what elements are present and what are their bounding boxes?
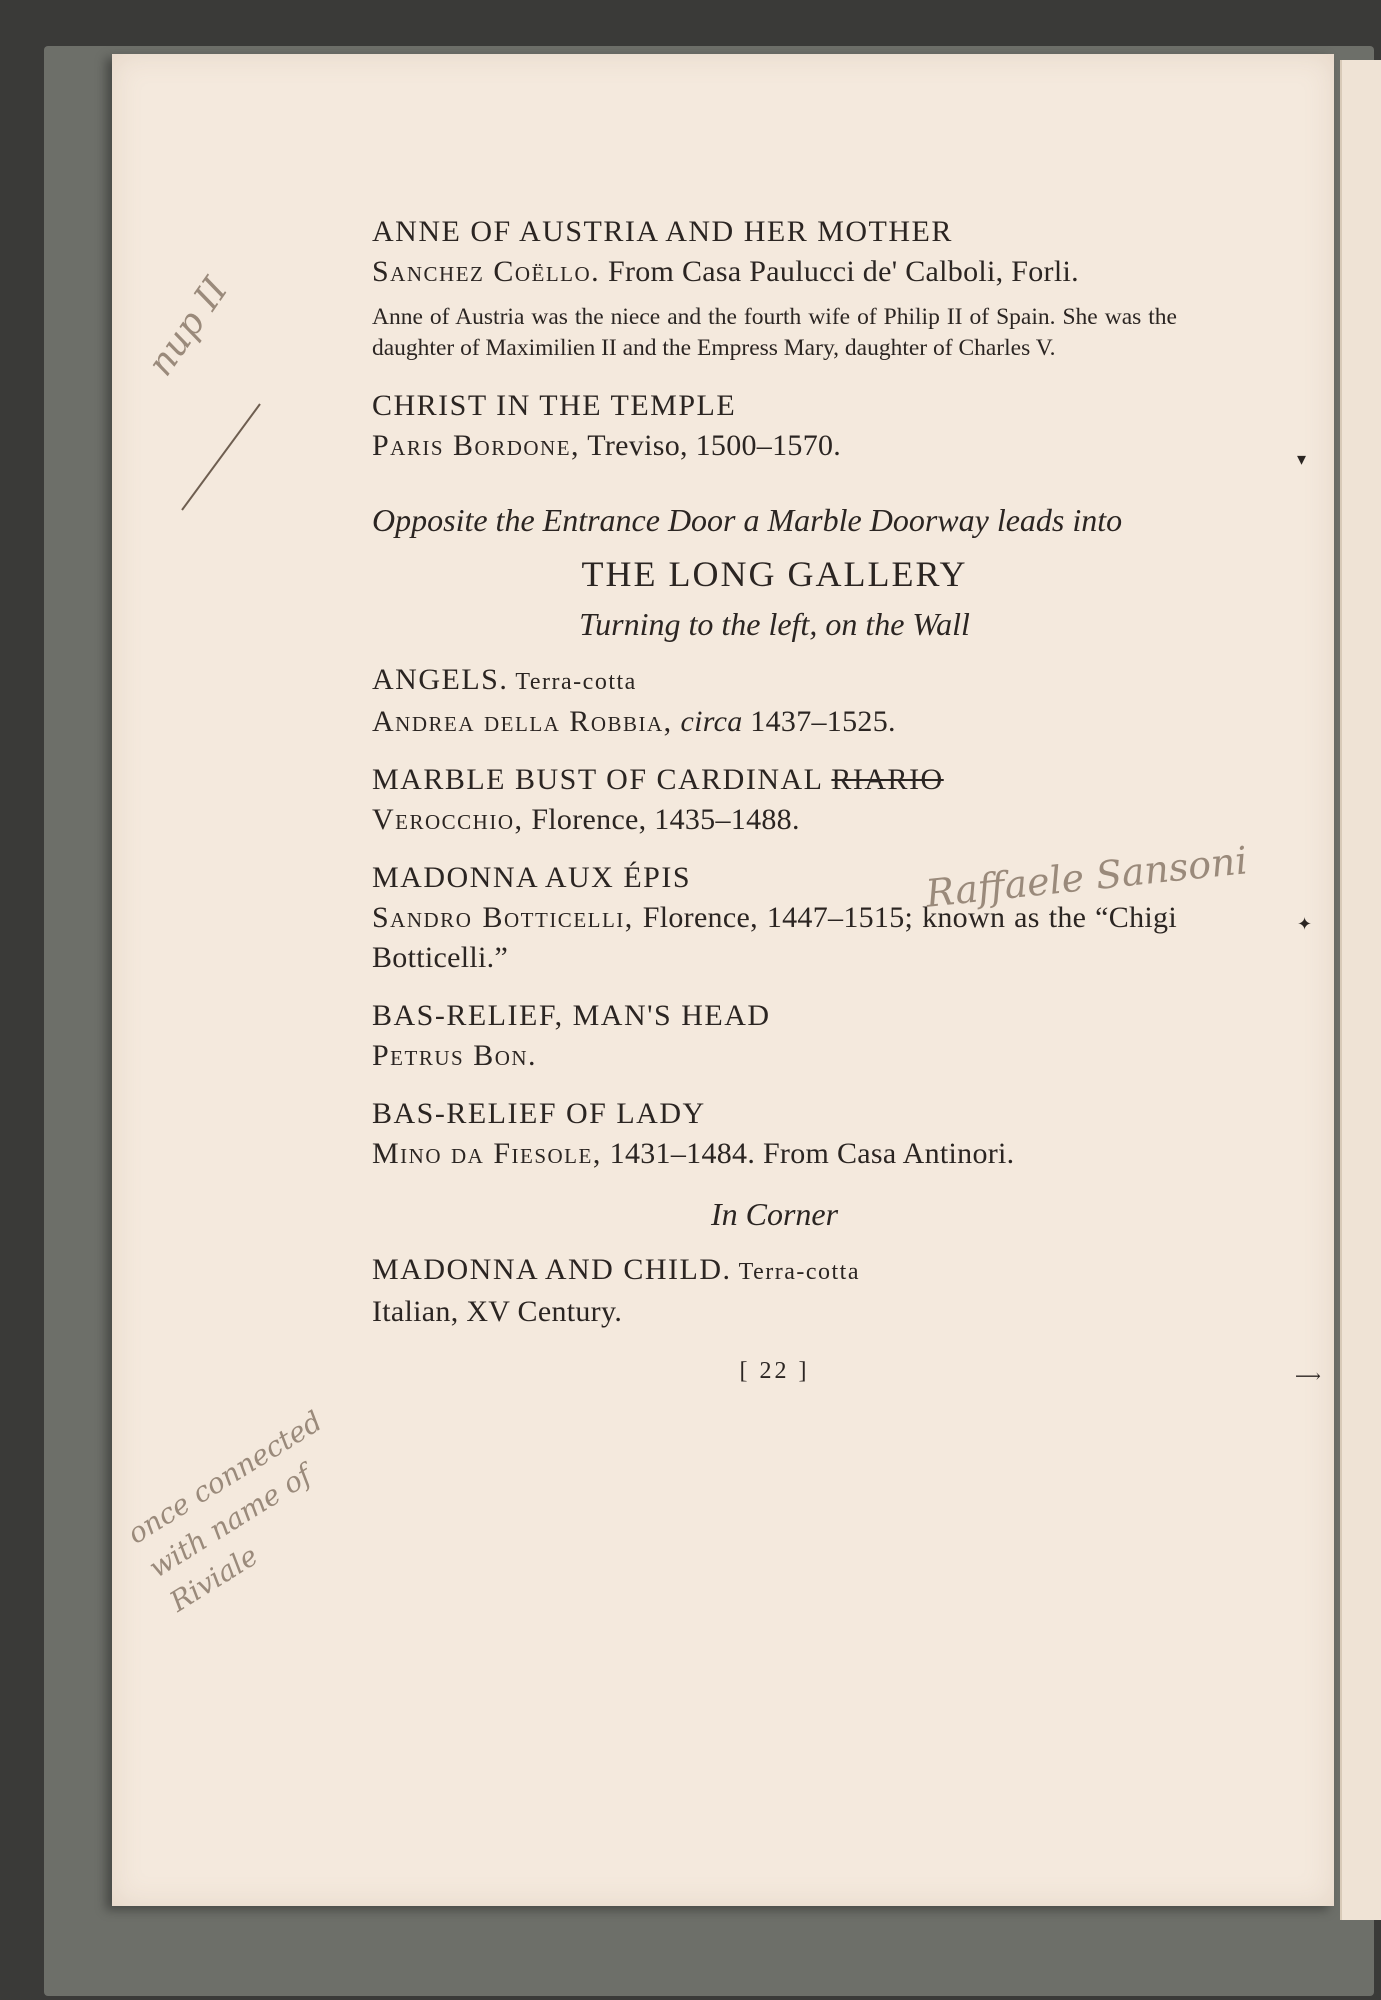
entry-attribution [372, 702, 1177, 742]
entry-details: Florence, 1435–1488. [523, 803, 800, 836]
entry-madonna-and-child [372, 1250, 1177, 1332]
entry-source: From Casa Paulucci de' Calboli, Forli. [600, 255, 1079, 288]
fold-mark: ▾ [1297, 449, 1307, 469]
entry-title-text: ANGELS. [372, 663, 509, 696]
pencil-stroke [176, 398, 266, 518]
entry-attribution [372, 800, 1177, 840]
entry-anne-of-austria [372, 212, 1177, 364]
entry-title: BAS-RELIEF, MAN'S HEAD [372, 999, 771, 1032]
section-heading: THE LONG GALLERY [581, 554, 968, 594]
fold-mark: ⟶ [1295, 1366, 1321, 1386]
page-number: [ 22 ] [739, 1358, 810, 1384]
entry-details: Italian, XV Century. [372, 1295, 623, 1328]
section-subheading: Turning to the left, on the Wall [579, 606, 970, 642]
artist-name: Sanchez Coëllo. [372, 255, 601, 288]
artist-name: Andrea della Robbia, [372, 705, 673, 738]
handwritten-correction: Raffaele Sansoni [923, 838, 1250, 916]
circa-label: circa [672, 705, 743, 738]
artist-name: Sandro Botticelli, [372, 901, 634, 934]
entry-title: ANNE OF AUSTRIA AND HER MOTHER [372, 215, 953, 248]
artist-name: Paris Bordone, [372, 429, 581, 462]
entry-title-text: MADONNA AND CHILD. [372, 1253, 732, 1286]
margin-annotation: nup II [140, 270, 237, 384]
margin-annotation: once connected with name of Riviale [121, 1404, 328, 1619]
entry-title [372, 1250, 1177, 1292]
entry-title [372, 760, 1177, 800]
entry-bas-relief-head [372, 996, 1177, 1076]
artist-name: Mino da Fiesole, [372, 1137, 602, 1170]
entry-title: MADONNA AUX ÉPIS [372, 861, 692, 894]
entry-dates: 1437–1525. [742, 705, 896, 738]
entry-attribution [372, 426, 1177, 466]
artist-name: Petrus Bon. [372, 1039, 538, 1072]
artist-name: Verocchio, [372, 803, 524, 836]
entry-title: BAS-RELIEF OF LADY [372, 1097, 706, 1130]
entry-title: CHRIST IN THE TEMPLE [372, 389, 737, 422]
catalogue-text [372, 212, 1177, 1409]
facing-page-edge [1340, 60, 1381, 1920]
entry-christ-in-the-temple [372, 386, 1177, 466]
struck-name: RIARIO [831, 763, 944, 796]
entry-bas-relief-lady [372, 1094, 1177, 1174]
entry-title-text: MARBLE BUST OF CARDINAL [372, 763, 832, 796]
entry-details: Treviso, 1500–1570. [580, 429, 842, 462]
entry-medium: Terra-cotta [731, 1259, 860, 1285]
entry-attribution [372, 1036, 1177, 1076]
entry-title [372, 660, 1177, 702]
corner-heading: In Corner [710, 1196, 839, 1232]
entry-attribution [372, 1134, 1177, 1174]
entry-details: Florence, 1447–1515; known as the “Chigi Botticelli.” [372, 901, 1177, 974]
entry-angels [372, 660, 1177, 742]
fold-mark: ✦ [1297, 914, 1313, 934]
entry-note: Anne of Austria was the niece and the fourth wife of Philip II of Spain. She was the daughter of Maximilien II and the Empress Mary, daughter of Charles V. [372, 304, 1177, 361]
entry-attribution [372, 252, 1177, 292]
entry-details: 1431–1484. From Casa Antinori. [601, 1137, 1015, 1170]
directions-text: Opposite the Entrance Door a Marble Doorway leads into [372, 502, 1123, 538]
entry-medium: Terra-cotta [508, 669, 637, 695]
entry-attribution [372, 898, 1177, 978]
entry-marble-bust [372, 760, 1177, 840]
